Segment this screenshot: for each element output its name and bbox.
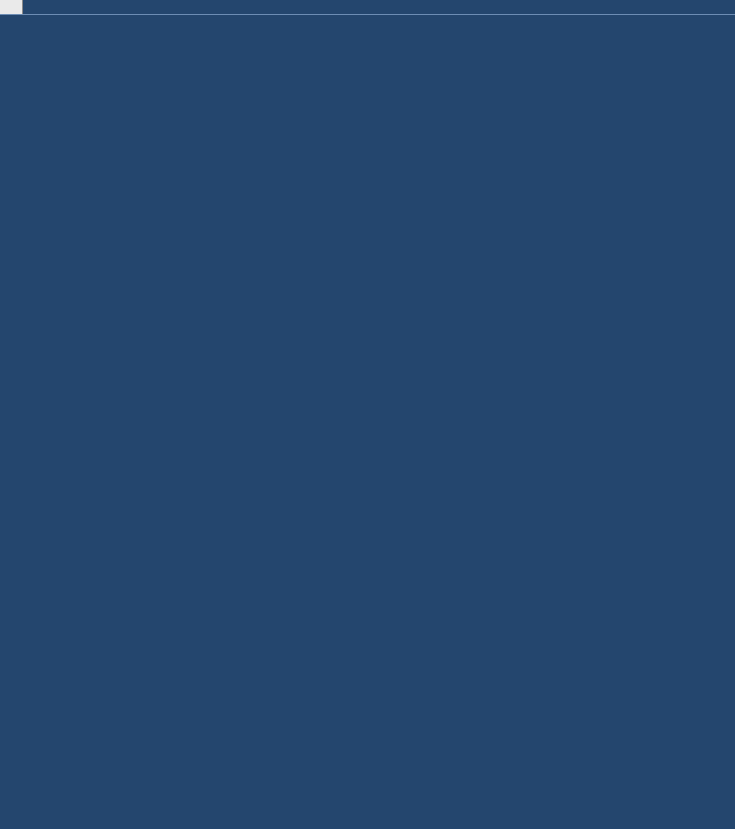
header-row [0,0,735,15]
corner-cell [0,0,23,14]
